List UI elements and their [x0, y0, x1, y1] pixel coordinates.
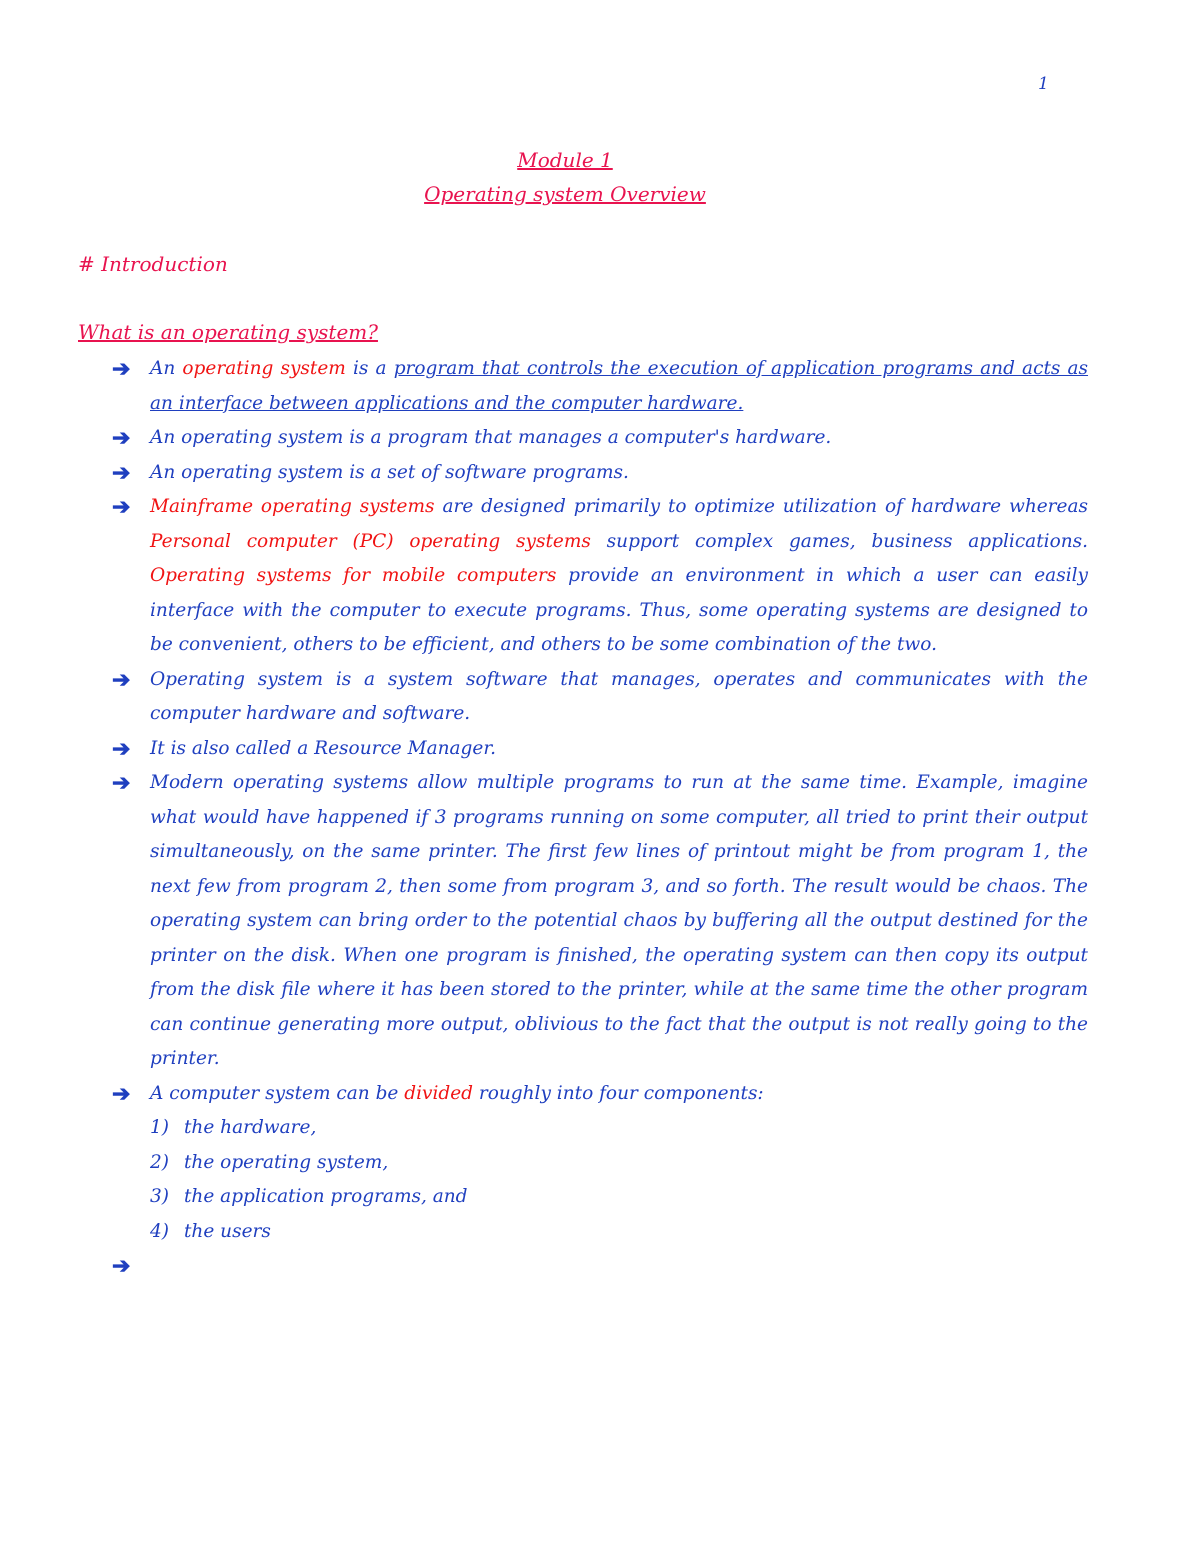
component-text: the application programs, and: [184, 1186, 468, 1207]
arrow-bullet-icon: ➔: [112, 666, 131, 693]
bullet-item: [112, 766, 1088, 1077]
bullet-item: [112, 1077, 1088, 1112]
emphasis-text: Operating systems for mobile computers: [150, 565, 557, 586]
component-item: [150, 1111, 1088, 1146]
component-item: [150, 1180, 1088, 1215]
arrow-bullet-icon: ➔: [112, 459, 131, 486]
arrow-bullet-icon: ➔: [112, 425, 131, 451]
section-heading: # Introduction: [78, 252, 228, 276]
emphasis-text: divided: [404, 1082, 474, 1104]
arrow-bullet-icon: ➔: [112, 770, 131, 796]
arrow-bullet-icon: ➔: [112, 1253, 131, 1279]
module-title: Module 1: [517, 148, 613, 172]
module-subtitle: Operating system Overview: [424, 182, 706, 206]
bullet-text: An operating system is a program that manages a computer's hardware.: [150, 427, 832, 448]
bullet-item: [112, 490, 1088, 663]
component-item: [150, 1215, 1088, 1250]
bullet-text: roughly into four components:: [473, 1082, 764, 1104]
component-text: the operating system,: [184, 1151, 389, 1173]
components-list: [112, 1111, 1088, 1249]
component-number: 2): [150, 1151, 169, 1173]
component-item: [150, 1146, 1088, 1181]
arrow-bullet-icon: ➔: [112, 735, 131, 762]
emphasis-text: Personal computer (PC) operating systems: [150, 530, 591, 552]
component-number: 3): [150, 1186, 169, 1207]
component-text: the hardware,: [184, 1117, 317, 1138]
underlined-definition: program that controls the execution of application programs and acts as an interface between applications and the computer hardware.: [150, 358, 1089, 414]
bullet-text: Operating system is a system software that manages, operates and communicates with the computer hardware and software.: [150, 668, 1088, 724]
component-number: 1): [150, 1117, 169, 1138]
bullet-item: [112, 663, 1088, 732]
bullet-text: A computer system can be: [150, 1082, 405, 1104]
bullet-item-empty: [112, 1249, 1088, 1284]
page-number: 1: [1038, 74, 1049, 94]
bullet-item: [112, 352, 1088, 421]
bullet-text: It is also called a Resource Manager.: [150, 737, 497, 759]
component-number: 4): [150, 1220, 169, 1242]
bullet-text: is a: [345, 358, 394, 379]
component-text: the users: [184, 1220, 271, 1242]
arrow-bullet-icon: ➔: [112, 494, 131, 520]
question-heading: What is an operating system?: [78, 320, 378, 344]
bullet-text: are designed primarily to optimize utilization of hardware whereas: [434, 496, 1088, 517]
bullet-text: An: [150, 358, 183, 379]
bullet-item: [112, 421, 1088, 456]
bullet-item: [112, 456, 1088, 491]
bullet-text: Modern operating systems allow multiple programs to run at the same time. Example, imagine what would have happened if 3 programs running on some computer, all tried to print their output simultaneously, on the same printer. The first few lines of printout might be from program 1, the next few from program 2, then some from program 3, and so forth. The result would be chaos. The operating system can bring order to the potential chaos by buffering all the output destined for the printer on the disk. When one program is finished, the operating system can then copy its output from the disk file where it has been stored to the printer, while at the same time the other program can continue generating more output, oblivious to the fact that the output is not really going to the printer.: [150, 772, 1088, 1069]
emphasis-text: Mainframe operating systems: [150, 496, 435, 517]
bullet-text: An operating system is a set of software programs.: [150, 461, 629, 483]
bullet-text: provide an environment in which a user can easily interface with the computer to execute programs. Thus, some operating systems are designed to be convenient, others to be efficient, and others to be some combination of the two.: [150, 565, 1088, 655]
emphasis-text: operating system: [182, 358, 346, 379]
arrow-bullet-icon: ➔: [112, 356, 131, 382]
arrow-bullet-icon: ➔: [112, 1080, 131, 1107]
bullet-text: support complex games, business applications.: [590, 530, 1088, 552]
bullet-item: [112, 732, 1088, 767]
bullet-list: [112, 352, 1088, 1284]
